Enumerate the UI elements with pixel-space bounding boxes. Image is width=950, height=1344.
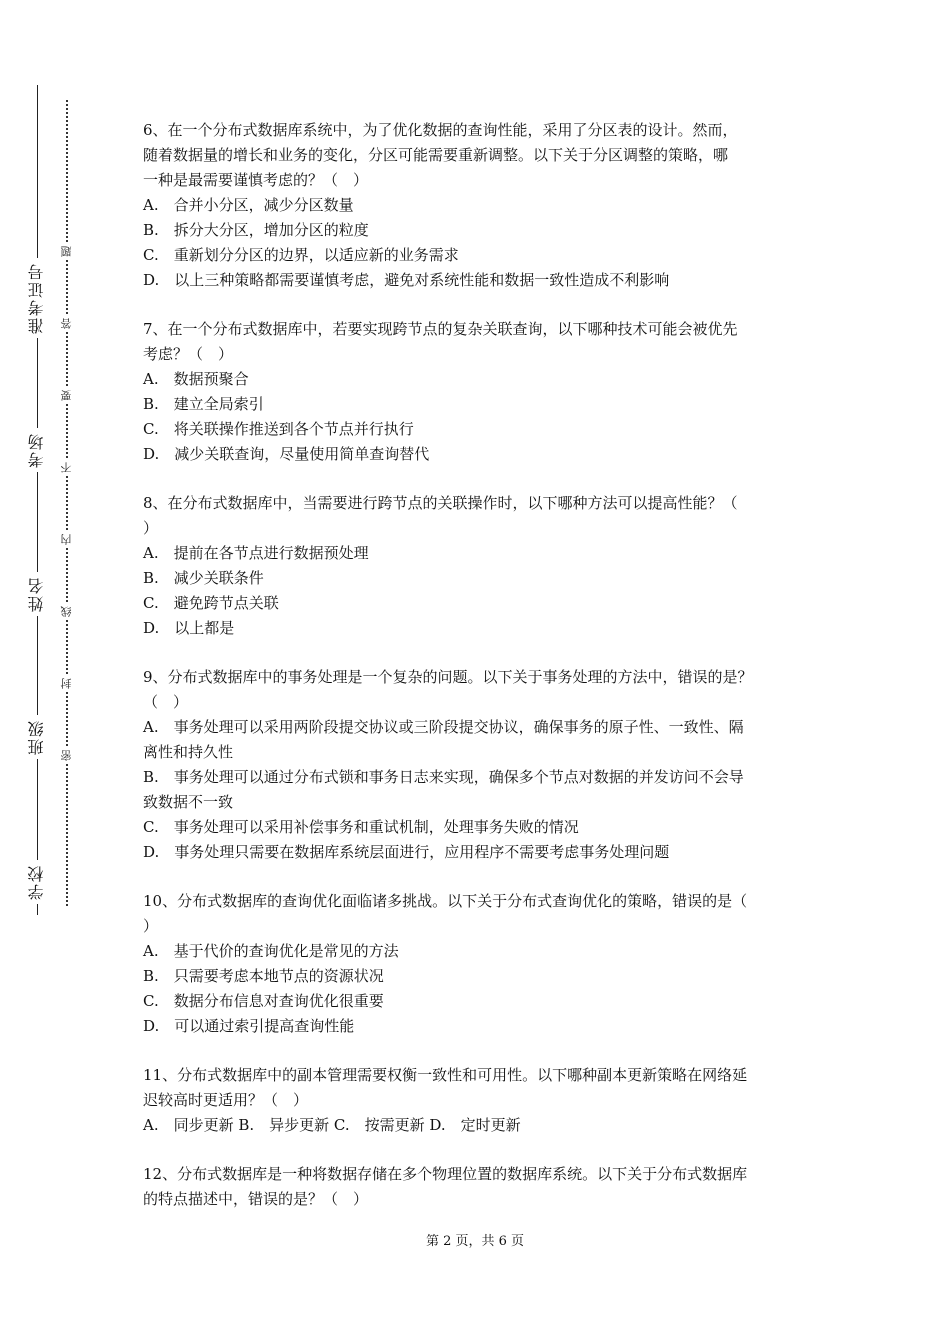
question-stem-line: 12、分布式数据库是一种将数据存储在多个物理位置的数据库系统。以下关于分布式数据库 [143,1165,748,1183]
question-12 [143,1162,818,1212]
seal-char: 封 [60,678,73,689]
question-7 [143,317,818,467]
option-b: B. 建立全局索引 [143,395,264,413]
question-10 [143,889,818,1039]
option-d: D. 事务处理只需要在数据库系统层面进行，应用程序不需要考虑事务处理问题 [143,843,670,861]
question-stem-line: 考虑？（ ） [143,345,234,363]
question-stem-line: ） [143,917,159,935]
option-a: A. 基于代价的查询优化是常见的方法 [143,942,399,960]
option-b: B. 只需要考虑本地节点的资源状况 [143,967,384,985]
binding-margin [0,0,100,1344]
label-exam-room: 考场 [22,428,52,472]
question-stem-line: 随着数据量的增长和业务的变化，分区可能需要重新调整。以下关于分区调整的策略，哪 [143,146,729,164]
seal-char: 答 [60,318,73,329]
option-c: C. 避免跨节点关联 [143,594,279,612]
question-stem-line: 6、在一个分布式数据库系统中，为了优化数据的查询性能，采用了分区表的设计。然而， [143,121,738,139]
options-inline: A. 同步更新 B. 异步更新 C. 按需更新 D. 定时更新 [143,1116,521,1134]
seal-char: 题 [60,246,73,257]
question-stem-line: 的特点描述中，错误的是？（ ） [143,1190,369,1208]
question-stem-line: 10、分布式数据库的查询优化面临诸多挑战。以下关于分布式查询优化的策略，错误的是（ [143,892,748,910]
question-stem-line: 8、在分布式数据库中，当需要进行跨节点的关联操作时，以下哪种方法可以提高性能？（ [143,494,738,512]
option-b-continued: 致数据不一致 [143,793,234,811]
option-d: D. 以上都是 [143,619,235,637]
option-d: D. 可以通过索引提高查询性能 [143,1017,355,1035]
question-stem-line: 11、分布式数据库中的副本管理需要权衡一致性和可用性。以下哪种副本更新策略在网络延 [143,1066,748,1084]
question-stem-line: 9、分布式数据库中的事务处理是一个复杂的问题。以下关于事务处理的方法中，错误的是？ [143,668,753,686]
option-d: D. 以上三种策略都需要谨慎考虑，避免对系统性能和数据一致性造成不利影响 [143,271,670,289]
option-c: C. 数据分布信息对查询优化很重要 [143,992,384,1010]
label-school: 学校 [22,860,52,904]
label-exam-number: 准考证号 [22,258,52,338]
option-a-continued: 离性和持久性 [143,743,234,761]
option-c: C. 重新划分分区的边界，以适应新的业务需求 [143,246,459,264]
seal-char: 要 [60,390,73,401]
option-c: C. 将关联操作推送到各个节点并行执行 [143,420,414,438]
question-stem-line: 7、在一个分布式数据库中，若要实现跨节点的复杂关联查询，以下哪种技术可能会被优先 [143,320,738,338]
page-number-footer: 第 2 页，共 6 页 [425,1234,525,1249]
question-stem-line: ） [143,519,159,537]
seal-char: 线 [60,606,73,617]
question-11 [143,1063,818,1138]
question-stem-line: 一种是最需要谨慎考虑的？（ ） [143,171,369,189]
question-stem-line: （ ） [143,693,189,711]
label-name: 姓名 [22,572,52,616]
question-6 [143,118,818,293]
option-a: A. 提前在各节点进行数据预处理 [143,544,369,562]
question-8 [143,491,818,641]
question-stem-line: 迟较高时更适用？（ ） [143,1091,309,1109]
option-a: A. 合并小分区，减少分区数量 [143,196,354,214]
seal-char: 密 [60,750,73,761]
option-b: B. 事务处理可以通过分布式锁和事务日志来实现，确保多个节点对数据的并发访问不会导 [143,768,744,786]
binding-solid-line [37,85,38,915]
option-b: B. 减少关联条件 [143,569,264,587]
label-class: 班级 [22,715,52,759]
option-a: A. 事务处理可以采用两阶段提交协议或三阶段提交协议，确保事务的原子性、一致性、隔 [143,718,744,736]
option-b: B. 拆分大分区，增加分区的粒度 [143,221,369,239]
seal-char: 内 [60,534,73,545]
question-list [143,118,818,1236]
option-a: A. 数据预聚合 [143,370,249,388]
question-9 [143,665,818,865]
seal-char: 不 [60,462,73,473]
binding-dotted-line [66,100,68,906]
option-c: C. 事务处理可以采用补偿事务和重试机制，处理事务失败的情况 [143,818,579,836]
option-d: D. 减少关联查询，尽量使用简单查询替代 [143,445,430,463]
